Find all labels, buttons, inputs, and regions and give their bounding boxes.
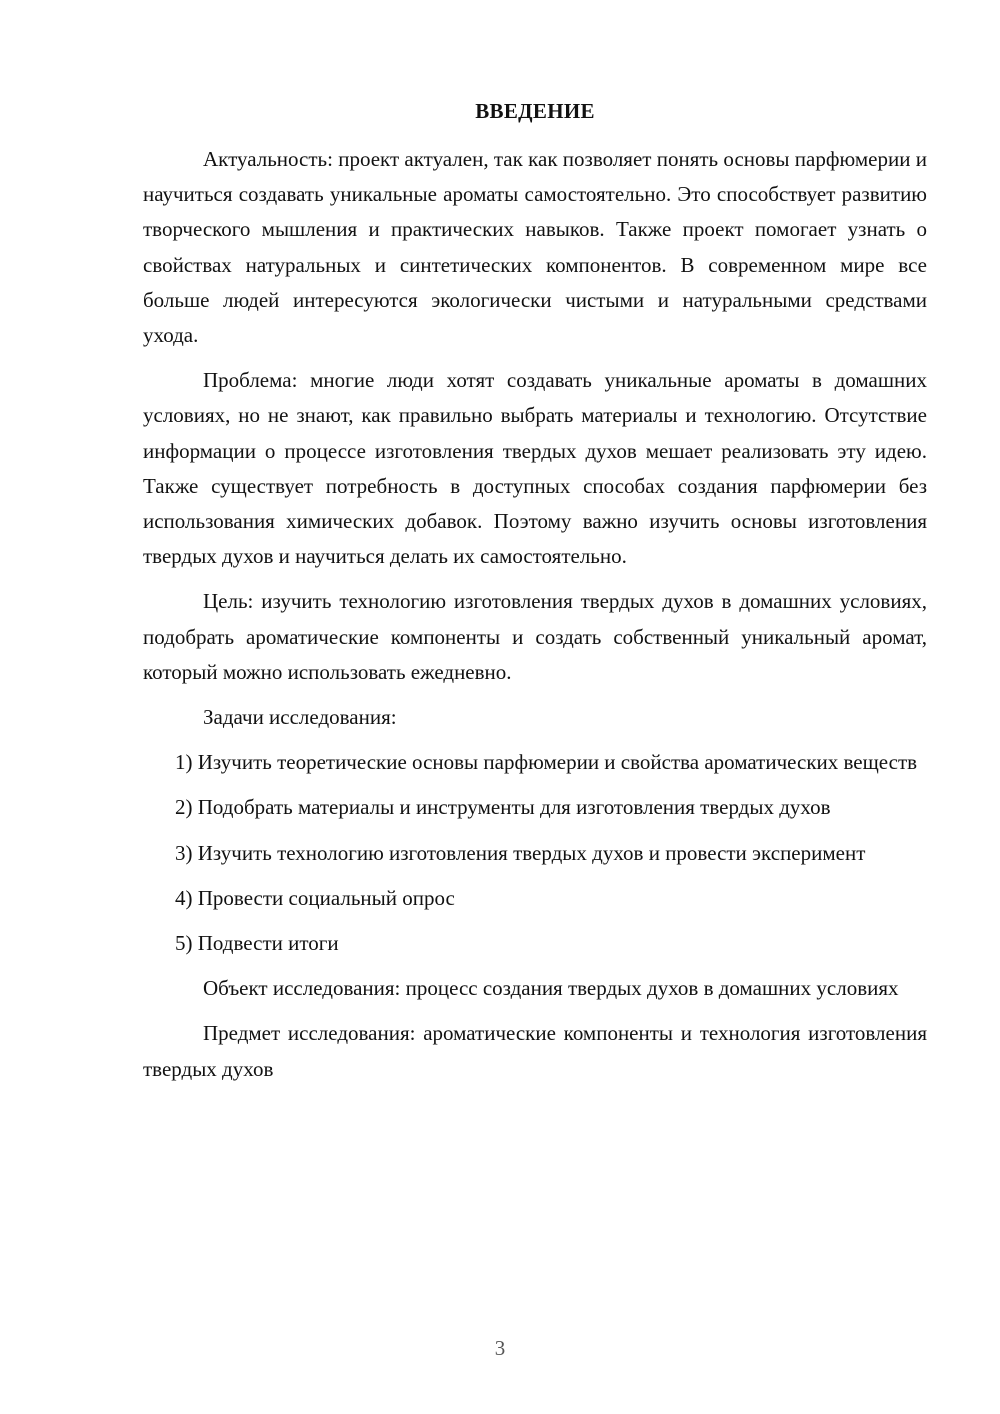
page-number: 3 <box>494 1336 506 1360</box>
goal-paragraph: Цель: изучить технологию изготовления твердых духов в домашних условиях, подобрать ароматические компоненты и создать собственный уникальный аромат, который можно использовать ежедневно. <box>143 589 927 684</box>
object-paragraph: Объект исследования: процесс создания твердых духов в домашних условиях <box>203 976 899 1001</box>
task-item-5: 5) Подвести итоги <box>175 931 339 956</box>
task-item-4: 4) Провести социальный опрос <box>175 885 455 910</box>
problem-paragraph: Проблема: многие люди хотят создавать уникальные ароматы в домашних условиях, но не знают, как правильно выбрать материалы и технологию. Отсутствие информации о процессе изготовления твердых духов мешает реализовать эту идею. Также существует потребность в доступных способах создания парфюмерии без использования химических добавок. Поэтому важно изучить основы изготовления твердых духов и научиться делать их самостоятельно. <box>143 368 927 569</box>
task-item-1: 1) Изучить теоретические основы парфюмерии и свойства ароматических веществ <box>175 750 918 775</box>
relevance-paragraph: Актуальность: проект актуален, так как позволяет понять основы парфюмерии и научиться создавать уникальные ароматы самостоятельно. Это способствует развитию творческого мышления и практических навыков. Также проект помогает узнать о свойствах натуральных и синтетических компонентов. В современном мире все больше людей интересуются экологически чистыми и натуральными средствами ухода. <box>143 147 927 348</box>
tasks-title: Задачи исследования: <box>203 705 397 730</box>
page-content <box>143 96 927 1097</box>
section-heading: ВВЕДЕНИЕ <box>475 99 595 123</box>
subject-paragraph: Предмет исследования: ароматические компоненты и технология изготовления твердых духов <box>143 1021 927 1081</box>
task-item-2: 2) Подобрать материалы и инструменты для изготовления твердых духов <box>175 795 831 820</box>
task-item-3: 3) Изучить технологию изготовления твердых духов и провести эксперимент <box>175 840 866 865</box>
